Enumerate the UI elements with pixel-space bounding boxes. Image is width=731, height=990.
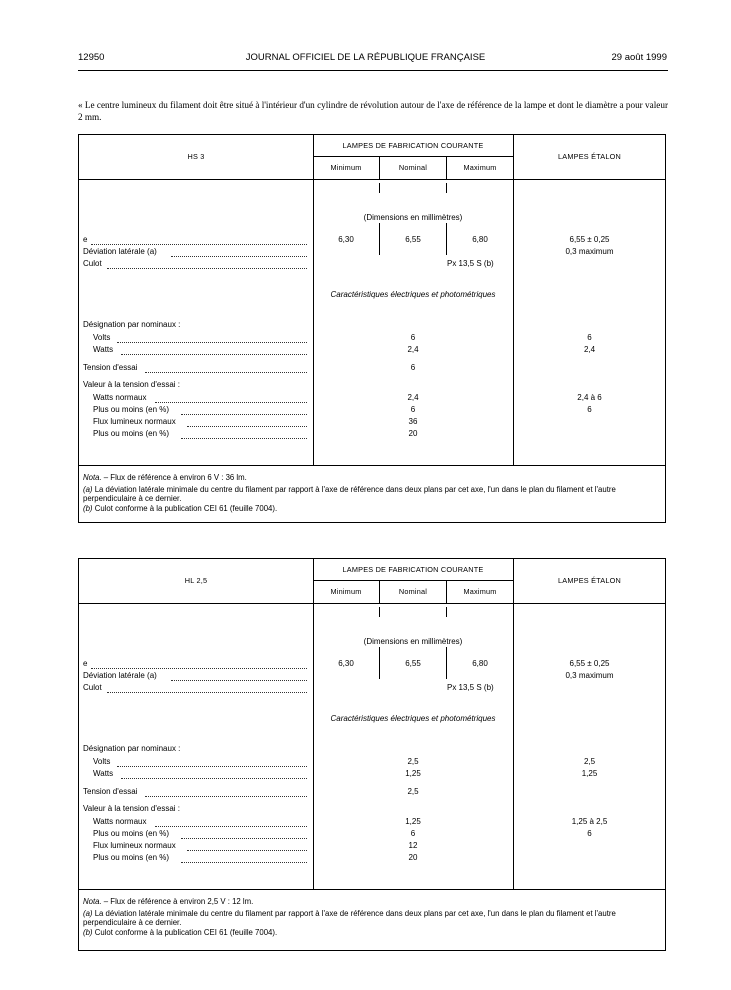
e-nom: 6,55 xyxy=(405,235,421,244)
dimensions-caption: (Dimensions en millimètres) xyxy=(363,637,463,646)
row-label-e: e xyxy=(83,659,88,668)
dimensions-caption: (Dimensions en millimètres) xyxy=(363,213,463,222)
row-label-watts: Watts xyxy=(93,345,114,354)
leader-dots xyxy=(107,259,307,269)
leader-dots xyxy=(91,235,307,245)
flux-value: 12 xyxy=(408,841,418,850)
row-label-watts-normaux: Watts normaux xyxy=(93,817,147,826)
electrical-caption: Caractéristiques électriques et photométriques xyxy=(330,290,496,299)
leader-dots xyxy=(155,817,307,827)
col-header-nominal: Nominal xyxy=(398,587,428,596)
plus-moins-value: 6 xyxy=(410,829,416,838)
volts-etalon: 2,5 xyxy=(583,757,596,766)
col-tick-top-nom xyxy=(446,607,447,617)
note-a: (a) La déviation latérale minimale du centre du filament par rapport à l'axe de référence dans deux plans par cet axe, l'un dans le plan du filament et l'autre perpendiculaire à ce dernier. xyxy=(83,485,616,503)
row-label-culot: Culot xyxy=(83,683,102,692)
row-label-plus-moins: Plus ou moins (en %) xyxy=(93,405,170,414)
electrical-caption: Caractéristiques électriques et photométriques xyxy=(330,714,496,723)
col-header-etalon: LAMPES ÉTALON xyxy=(558,576,621,585)
col-tick-top-nom xyxy=(446,183,447,193)
deviation-etalon: 0,3 maximum xyxy=(565,671,614,680)
col-divider-etalon xyxy=(513,135,514,465)
header-bottom-rule xyxy=(79,179,665,180)
leader-dots xyxy=(171,247,307,257)
row-label-plus-moins-2: Plus ou moins (en %) xyxy=(93,429,170,438)
group-header-rule xyxy=(313,156,513,157)
plus-moins-2-value: 20 xyxy=(408,853,418,862)
tension-value: 2,5 xyxy=(407,787,419,796)
e-max: 6,80 xyxy=(472,235,488,244)
row-label-deviation: Déviation latérale (a) xyxy=(83,671,157,680)
e-min: 6,30 xyxy=(338,659,354,668)
row-label-tension: Tension d'essai xyxy=(83,363,138,372)
row-label-watts: Watts xyxy=(93,769,114,778)
col-header-minimum: Minimum xyxy=(330,587,362,596)
col-header-minimum: Minimum xyxy=(330,163,362,172)
note-a: (a) La déviation latérale minimale du centre du filament par rapport à l'axe de référence dans deux plans par cet axe, l'un dans le plan du filament et l'autre perpendiculaire à ce dernier. xyxy=(83,909,616,927)
col-divider-etalon xyxy=(513,559,514,889)
note-b: (b) Culot conforme à la publication CEI 61 (feuille 7004). xyxy=(83,928,278,937)
leader-dots xyxy=(117,333,307,343)
row-label-designation: Désignation par nominaux : xyxy=(83,320,181,329)
row-label-tension: Tension d'essai xyxy=(83,787,138,796)
lamp-spec-table xyxy=(78,134,666,523)
culot-value: Px 13,5 S (b) xyxy=(447,683,494,692)
notes-rule xyxy=(79,889,665,890)
deviation-etalon: 0,3 maximum xyxy=(565,247,614,256)
row-label-designation: Désignation par nominaux : xyxy=(83,744,181,753)
row-label-deviation: Déviation latérale (a) xyxy=(83,247,157,256)
e-max: 6,80 xyxy=(472,659,488,668)
row-label-valeur: Valeur à la tension d'essai : xyxy=(83,804,180,813)
leader-dots xyxy=(171,671,307,681)
plus-moins-etalon: 6 xyxy=(587,405,592,414)
watts-value: 1,25 xyxy=(405,769,421,778)
e-min: 6,30 xyxy=(338,235,354,244)
lamp-category: HL 2,5 xyxy=(184,576,208,585)
leader-dots xyxy=(117,757,307,767)
e-etalon: 6,55 ± 0,25 xyxy=(569,235,610,244)
row-label-valeur: Valeur à la tension d'essai : xyxy=(83,380,180,389)
watts-normaux-etalon: 2,4 à 6 xyxy=(577,393,602,402)
lamp-spec-table xyxy=(78,558,666,951)
watts-etalon: 2,4 xyxy=(583,345,596,354)
page-number: 12950 xyxy=(78,52,105,63)
plus-moins-value: 6 xyxy=(410,405,416,414)
e-nom: 6,55 xyxy=(405,659,421,668)
watts-value: 2,4 xyxy=(407,345,419,354)
row-label-flux: Flux lumineux normaux xyxy=(93,417,176,426)
col-header-nominal: Nominal xyxy=(398,163,428,172)
watts-normaux-etalon: 1,25 à 2,5 xyxy=(571,817,608,826)
leader-dots xyxy=(187,417,307,427)
col-divider-label xyxy=(313,135,314,465)
row-label-plus-moins-2: Plus ou moins (en %) xyxy=(93,853,170,862)
leader-dots xyxy=(121,345,307,355)
intro-paragraph: « Le centre lumineux du filament doit être situé à l'intérieur d'un cylindre de révolution autour de l'axe de référence de la lampe et dont le diamètre a pour valeur 2 mm. xyxy=(78,100,668,122)
row-label-plus-moins: Plus ou moins (en %) xyxy=(93,829,170,838)
watts-normaux-value: 1,25 xyxy=(405,817,421,826)
header-bottom-rule xyxy=(79,603,665,604)
col-header-maximum: Maximum xyxy=(463,163,497,172)
watts-etalon: 1,25 xyxy=(581,769,598,778)
watts-normaux-value: 2,4 xyxy=(407,393,419,402)
tension-value: 6 xyxy=(410,363,416,372)
flux-value: 36 xyxy=(408,417,418,426)
plus-moins-etalon: 6 xyxy=(587,829,592,838)
page-date: 29 août 1999 xyxy=(611,52,667,63)
volts-value: 2,5 xyxy=(407,757,419,766)
leader-dots xyxy=(181,829,307,839)
note-b: (b) Culot conforme à la publication CEI 61 (feuille 7004). xyxy=(83,504,278,513)
notes-rule xyxy=(79,465,665,466)
row-label-culot: Culot xyxy=(83,259,102,268)
leader-dots xyxy=(181,405,307,415)
row-label-volts: Volts xyxy=(93,757,111,766)
volts-etalon: 6 xyxy=(587,333,592,342)
leader-dots xyxy=(181,429,307,439)
header-rule xyxy=(78,70,668,71)
leader-dots xyxy=(145,363,307,373)
leader-dots xyxy=(91,659,307,669)
col-tick-top-min xyxy=(379,607,380,617)
e-etalon: 6,55 ± 0,25 xyxy=(569,659,610,668)
group-header-rule xyxy=(313,580,513,581)
row-label-e: e xyxy=(83,235,88,244)
leader-dots xyxy=(155,393,307,403)
nota: Nota. – Flux de référence à environ 2,5 V : 12 lm. xyxy=(83,897,254,906)
col-header-maximum: Maximum xyxy=(463,587,497,596)
row-label-volts: Volts xyxy=(93,333,111,342)
leader-dots xyxy=(121,769,307,779)
col-tick-top-min xyxy=(379,183,380,193)
volts-value: 6 xyxy=(410,333,416,342)
plus-moins-2-value: 20 xyxy=(408,429,418,438)
leader-dots xyxy=(145,787,307,797)
row-label-watts-normaux: Watts normaux xyxy=(93,393,147,402)
leader-dots xyxy=(107,683,307,693)
journal-title: JOURNAL OFFICIEL DE LA RÉPUBLIQUE FRANÇAISE xyxy=(245,52,486,63)
group-header: LAMPES DE FABRICATION COURANTE xyxy=(342,141,484,150)
col-divider-label xyxy=(313,559,314,889)
culot-value: Px 13,5 S (b) xyxy=(447,259,494,268)
lamp-category: HS 3 xyxy=(187,152,205,161)
group-header: LAMPES DE FABRICATION COURANTE xyxy=(342,565,484,574)
leader-dots xyxy=(181,853,307,863)
leader-dots xyxy=(187,841,307,851)
row-label-flux: Flux lumineux normaux xyxy=(93,841,176,850)
col-header-etalon: LAMPES ÉTALON xyxy=(558,152,621,161)
nota: Nota. – Flux de référence à environ 6 V : 36 lm. xyxy=(83,473,247,482)
